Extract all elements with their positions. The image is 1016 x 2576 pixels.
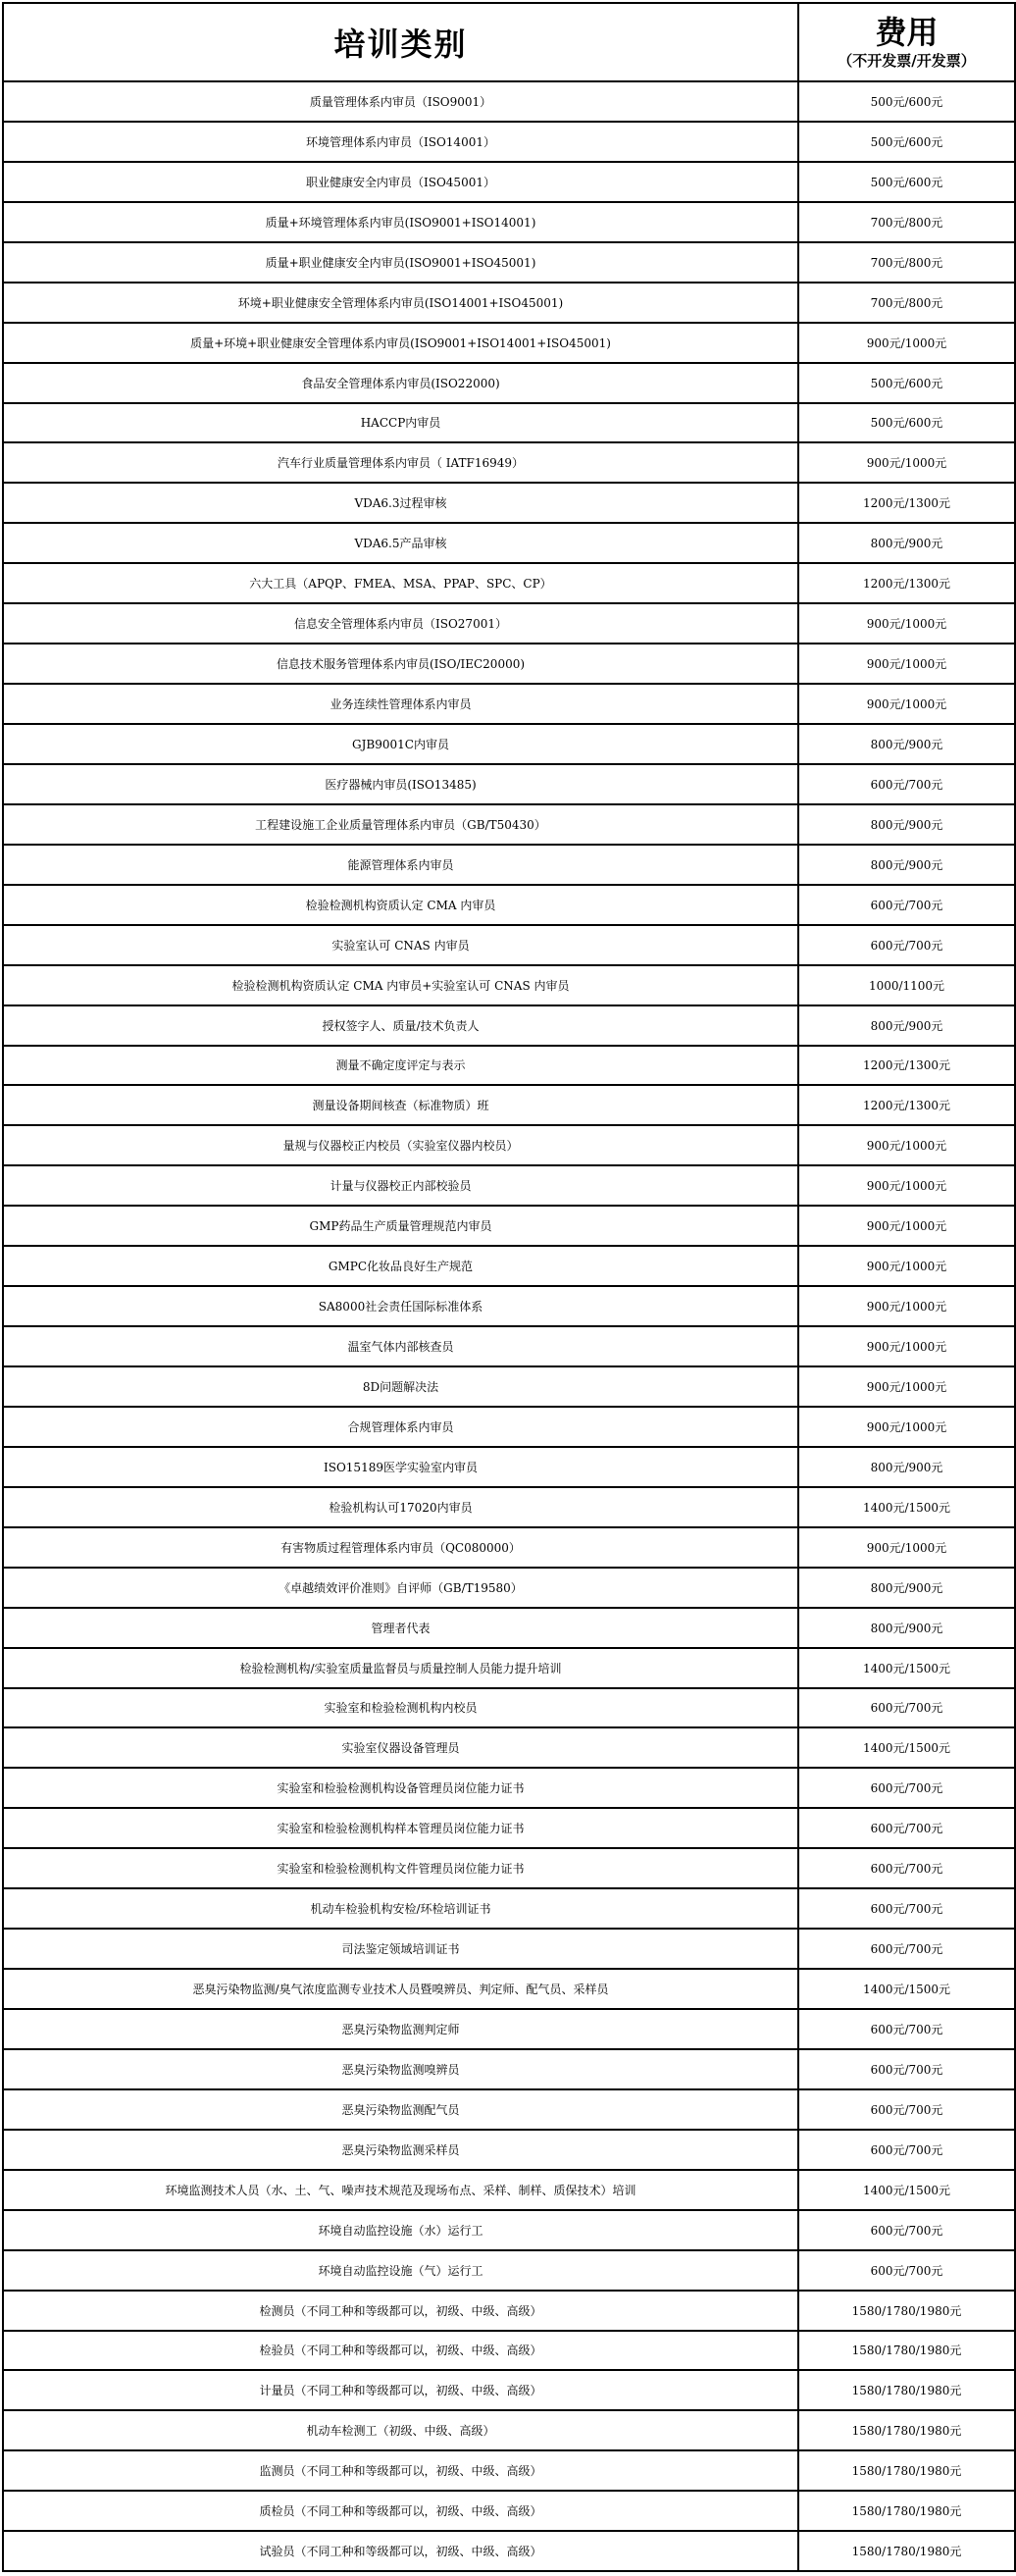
fee-cell: 600元/700元 — [798, 1888, 1015, 1929]
table-row — [3, 1246, 1015, 1286]
table-row — [3, 202, 1015, 242]
table-row — [3, 2331, 1015, 2371]
category-cell: 合规管理体系内审员 — [3, 1407, 798, 1447]
fee-cell: 1200元/1300元 — [798, 483, 1015, 523]
category-cell: 环境+职业健康安全管理体系内审员(ISO14001+ISO45001) — [3, 283, 798, 323]
fee-cell: 900元/1000元 — [798, 1125, 1015, 1165]
table-row — [3, 1366, 1015, 1407]
fee-cell: 800元/900元 — [798, 523, 1015, 563]
category-cell: 六大工具（APQP、FMEA、MSA、PPAP、SPC、CP） — [3, 563, 798, 603]
table-row — [3, 1727, 1015, 1768]
table-row — [3, 323, 1015, 363]
table-row — [3, 2370, 1015, 2410]
table-row — [3, 1046, 1015, 1086]
table-body — [3, 81, 1015, 2571]
category-cell: 质量+环境管理体系内审员(ISO9001+ISO14001) — [3, 202, 798, 242]
fee-cell: 900元/1000元 — [798, 442, 1015, 483]
table-row — [3, 1286, 1015, 1326]
table-row — [3, 442, 1015, 483]
category-cell: HACCP内审员 — [3, 403, 798, 443]
category-cell: 《卓越绩效评价准则》自评师（GB/T19580） — [3, 1568, 798, 1608]
fee-cell: 700元/800元 — [798, 202, 1015, 242]
category-cell: 环境监测技术人员（水、土、气、噪声技术规范及现场布点、采样、制样、质保技术）培训 — [3, 2170, 798, 2210]
table-row — [3, 1125, 1015, 1165]
fee-cell: 600元/700元 — [798, 1688, 1015, 1728]
category-cell: 恶臭污染物监测/臭气浓度监测专业技术人员暨嗅辨员、判定师、配气员、采样员 — [3, 1969, 798, 2009]
table-row — [3, 2009, 1015, 2049]
table-row — [3, 1527, 1015, 1568]
fee-cell: 600元/700元 — [798, 925, 1015, 965]
fee-cell: 900元/1000元 — [798, 1366, 1015, 1407]
table-row — [3, 1326, 1015, 1366]
fee-cell: 900元/1000元 — [798, 644, 1015, 684]
table-row — [3, 2089, 1015, 2130]
table-row — [3, 845, 1015, 885]
category-cell: 质量+职业健康安全内审员(ISO9001+ISO45001) — [3, 242, 798, 283]
fee-cell: 1580/1780/1980元 — [798, 2410, 1015, 2450]
fee-cell: 600元/700元 — [798, 2049, 1015, 2089]
table-row — [3, 1487, 1015, 1527]
table-row — [3, 2130, 1015, 2170]
fee-cell: 600元/700元 — [798, 885, 1015, 925]
fee-cell: 800元/900元 — [798, 1608, 1015, 1648]
category-cell: 食品安全管理体系内审员(ISO22000) — [3, 363, 798, 403]
table-row — [3, 2210, 1015, 2250]
fee-cell: 800元/900元 — [798, 1447, 1015, 1487]
fee-cell: 600元/700元 — [798, 1929, 1015, 1969]
fee-cell: 1580/1780/1980元 — [798, 2450, 1015, 2491]
table-row — [3, 1165, 1015, 1206]
fee-cell: 600元/700元 — [798, 2009, 1015, 2049]
fee-cell: 600元/700元 — [798, 1768, 1015, 1808]
category-cell: 职业健康安全内审员（ISO45001） — [3, 162, 798, 202]
fee-cell: 600元/700元 — [798, 2210, 1015, 2250]
category-cell: 信息技术服务管理体系内审员(ISO/IEC20000) — [3, 644, 798, 684]
table-row — [3, 1688, 1015, 1728]
fee-cell: 1580/1780/1980元 — [798, 2370, 1015, 2410]
fee-cell: 900元/1000元 — [798, 603, 1015, 644]
fee-cell: 800元/900元 — [798, 1005, 1015, 1046]
table-row — [3, 2450, 1015, 2491]
fee-cell: 900元/1000元 — [798, 323, 1015, 363]
table-row — [3, 1447, 1015, 1487]
header-fee-label: 费用 — [875, 14, 939, 51]
table-row — [3, 1407, 1015, 1447]
category-cell: 授权签字人、质量/技术负责人 — [3, 1005, 798, 1046]
fee-cell: 1580/1780/1980元 — [798, 2291, 1015, 2331]
table-row — [3, 2410, 1015, 2450]
table-row — [3, 804, 1015, 845]
fee-cell: 900元/1000元 — [798, 1407, 1015, 1447]
fee-cell: 600元/700元 — [798, 1808, 1015, 1848]
category-cell: 恶臭污染物监测嗅辨员 — [3, 2049, 798, 2089]
fee-cell: 1200元/1300元 — [798, 563, 1015, 603]
category-cell: 测量设备期间核查（标准物质）班 — [3, 1085, 798, 1125]
table-row — [3, 122, 1015, 162]
table-row — [3, 283, 1015, 323]
fee-cell: 1400元/1500元 — [798, 1487, 1015, 1527]
table-row — [3, 2291, 1015, 2331]
category-cell: 实验室和检验检测机构设备管理员岗位能力证书 — [3, 1768, 798, 1808]
category-cell: 恶臭污染物监测采样员 — [3, 2130, 798, 2170]
table-row — [3, 1768, 1015, 1808]
table-row — [3, 1568, 1015, 1608]
category-cell: 量规与仪器校正内校员（实验室仪器内校员） — [3, 1125, 798, 1165]
table-row — [3, 603, 1015, 644]
table-row — [3, 2491, 1015, 2531]
category-cell: 实验室认可 CNAS 内审员 — [3, 925, 798, 965]
fee-cell: 700元/800元 — [798, 242, 1015, 283]
table-row — [3, 764, 1015, 804]
table-row — [3, 563, 1015, 603]
category-cell: VDA6.3过程审核 — [3, 483, 798, 523]
category-cell: VDA6.5产品审核 — [3, 523, 798, 563]
table-row — [3, 1929, 1015, 1969]
category-cell: 检测员（不同工种和等级都可以，初级、中级、高级） — [3, 2291, 798, 2331]
fee-cell: 900元/1000元 — [798, 684, 1015, 724]
fee-cell: 900元/1000元 — [798, 1286, 1015, 1326]
fee-cell: 900元/1000元 — [798, 1206, 1015, 1246]
table-row — [3, 925, 1015, 965]
category-cell: 环境自动监控设施（气）运行工 — [3, 2250, 798, 2291]
category-cell: 8D问题解决法 — [3, 1366, 798, 1407]
category-cell: 机动车检测工（初级、中级、高级） — [3, 2410, 798, 2450]
table-row — [3, 403, 1015, 443]
table-row — [3, 81, 1015, 122]
fee-cell: 600元/700元 — [798, 2250, 1015, 2291]
fee-cell: 600元/700元 — [798, 2089, 1015, 2130]
fee-cell: 800元/900元 — [798, 724, 1015, 764]
category-cell: 恶臭污染物监测配气员 — [3, 2089, 798, 2130]
fee-cell: 1400元/1500元 — [798, 1969, 1015, 2009]
category-cell: 机动车检验机构安检/环检培训证书 — [3, 1888, 798, 1929]
fee-cell: 500元/600元 — [798, 81, 1015, 122]
category-cell: 业务连续性管理体系内审员 — [3, 684, 798, 724]
category-cell: GMP药品生产质量管理规范内审员 — [3, 1206, 798, 1246]
table-row — [3, 885, 1015, 925]
fee-cell: 500元/600元 — [798, 403, 1015, 443]
fee-cell: 900元/1000元 — [798, 1165, 1015, 1206]
category-cell: GMPC化妆品良好生产规范 — [3, 1246, 798, 1286]
category-cell: 工程建设施工企业质量管理体系内审员（GB/T50430） — [3, 804, 798, 845]
table-row — [3, 1808, 1015, 1848]
table-header-row — [3, 3, 1015, 81]
category-cell: 能源管理体系内审员 — [3, 845, 798, 885]
fee-cell: 1400元/1500元 — [798, 1727, 1015, 1768]
table-row — [3, 1848, 1015, 1888]
fee-cell: 1200元/1300元 — [798, 1085, 1015, 1125]
fee-cell: 1400元/1500元 — [798, 1648, 1015, 1688]
category-cell: 实验室和检验检测机构文件管理员岗位能力证书 — [3, 1848, 798, 1888]
category-cell: 恶臭污染物监测判定师 — [3, 2009, 798, 2049]
category-cell: SA8000社会责任国际标准体系 — [3, 1286, 798, 1326]
category-cell: 实验室和检验检测机构内校员 — [3, 1688, 798, 1728]
category-cell: 汽车行业质量管理体系内审员（ IATF16949） — [3, 442, 798, 483]
fee-cell: 600元/700元 — [798, 1848, 1015, 1888]
table-row — [3, 684, 1015, 724]
fee-cell: 1000/1100元 — [798, 965, 1015, 1005]
category-cell: 实验室和检验检测机构样本管理员岗位能力证书 — [3, 1808, 798, 1848]
table-row — [3, 1648, 1015, 1688]
category-cell: 测量不确定度评定与表示 — [3, 1046, 798, 1086]
category-cell: 质检员（不同工种和等级都可以，初级、中级、高级） — [3, 2491, 798, 2531]
category-cell: 温室气体内部核查员 — [3, 1326, 798, 1366]
category-cell: GJB9001C内审员 — [3, 724, 798, 764]
fee-cell: 900元/1000元 — [798, 1326, 1015, 1366]
table-row — [3, 2049, 1015, 2089]
category-cell: 司法鉴定领域培训证书 — [3, 1929, 798, 1969]
table-row — [3, 2170, 1015, 2210]
table-row — [3, 965, 1015, 1005]
category-cell: 检验检测机构/实验室质量监督员与质量控制人员能力提升培训 — [3, 1648, 798, 1688]
fee-cell: 800元/900元 — [798, 1568, 1015, 1608]
table-row — [3, 363, 1015, 403]
table-row — [3, 2250, 1015, 2291]
category-cell: 检验员（不同工种和等级都可以，初级、中级、高级） — [3, 2331, 798, 2371]
category-cell: 检验机构认可17020内审员 — [3, 1487, 798, 1527]
fee-cell: 500元/600元 — [798, 363, 1015, 403]
category-cell: 检验检测机构资质认定 CMA 内审员 — [3, 885, 798, 925]
category-cell: 计量员（不同工种和等级都可以，初级、中级、高级） — [3, 2370, 798, 2410]
category-cell: 医疗器械内审员(ISO13485) — [3, 764, 798, 804]
table-row — [3, 242, 1015, 283]
fee-cell: 1580/1780/1980元 — [798, 2531, 1015, 2571]
category-cell: 试验员（不同工种和等级都可以，初级、中级、高级） — [3, 2531, 798, 2571]
table-row — [3, 162, 1015, 202]
category-cell: 质量+环境+职业健康安全管理体系内审员(ISO9001+ISO14001+ISO45001) — [3, 323, 798, 363]
fee-cell: 800元/900元 — [798, 845, 1015, 885]
table-row — [3, 1085, 1015, 1125]
category-cell: 检验检测机构资质认定 CMA 内审员+实验室认可 CNAS 内审员 — [3, 965, 798, 1005]
category-cell: 有害物质过程管理体系内审员（QC080000） — [3, 1527, 798, 1568]
category-cell: 计量与仪器校正内部校验员 — [3, 1165, 798, 1206]
fee-cell: 500元/600元 — [798, 162, 1015, 202]
fee-cell: 600元/700元 — [798, 2130, 1015, 2170]
table-row — [3, 1888, 1015, 1929]
category-cell: 环境自动监控设施（水）运行工 — [3, 2210, 798, 2250]
table-row — [3, 1608, 1015, 1648]
category-cell: 监测员（不同工种和等级都可以，初级、中级、高级） — [3, 2450, 798, 2491]
table-row — [3, 724, 1015, 764]
fee-cell: 900元/1000元 — [798, 1246, 1015, 1286]
fee-table — [2, 2, 1016, 2572]
table-row — [3, 2531, 1015, 2571]
table-row — [3, 523, 1015, 563]
fee-cell: 1580/1780/1980元 — [798, 2331, 1015, 2371]
category-cell: 管理者代表 — [3, 1608, 798, 1648]
category-cell: 质量管理体系内审员（ISO9001） — [3, 81, 798, 122]
fee-cell: 500元/600元 — [798, 122, 1015, 162]
fee-cell: 700元/800元 — [798, 283, 1015, 323]
table-row — [3, 644, 1015, 684]
table-row — [3, 1005, 1015, 1046]
header-fee — [798, 3, 1015, 81]
fee-cell: 900元/1000元 — [798, 1527, 1015, 1568]
header-category: 培训类别 — [3, 3, 798, 81]
fee-cell: 1200元/1300元 — [798, 1046, 1015, 1086]
category-cell: 实验室仪器设备管理员 — [3, 1727, 798, 1768]
fee-cell: 1400元/1500元 — [798, 2170, 1015, 2210]
category-cell: 环境管理体系内审员（ISO14001） — [3, 122, 798, 162]
fee-cell: 800元/900元 — [798, 804, 1015, 845]
header-fee-note: （不开发票/开发票） — [838, 52, 976, 70]
table-row — [3, 1206, 1015, 1246]
category-cell: 信息安全管理体系内审员（ISO27001） — [3, 603, 798, 644]
fee-cell: 600元/700元 — [798, 764, 1015, 804]
category-cell: ISO15189医学实验室内审员 — [3, 1447, 798, 1487]
fee-cell: 1580/1780/1980元 — [798, 2491, 1015, 2531]
table-row — [3, 1969, 1015, 2009]
table-row — [3, 483, 1015, 523]
